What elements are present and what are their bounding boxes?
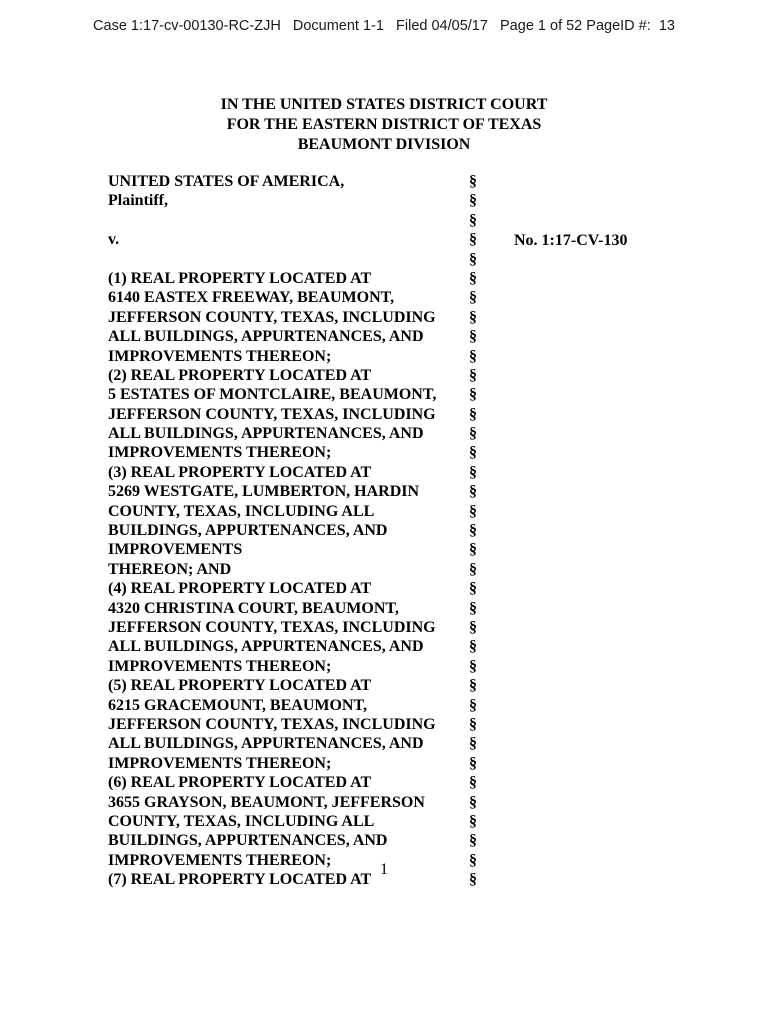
section-symbol: § [469, 463, 477, 481]
section-symbol: § [469, 522, 477, 540]
caption-line: (4) REAL PROPERTY LOCATED AT [108, 580, 372, 598]
section-symbol-column [466, 172, 480, 889]
section-symbol: § [469, 560, 477, 578]
caption-line: ALL BUILDINGS, APPURTENANCES, AND [108, 735, 424, 753]
section-symbol: § [469, 735, 477, 753]
caption-line: Plaintiff, [108, 192, 168, 210]
section-symbol: § [469, 580, 477, 598]
caption-line: JEFFERSON COUNTY, TEXAS, INCLUDING [108, 405, 436, 423]
caption-line: JEFFERSON COUNTY, TEXAS, INCLUDING [108, 308, 436, 326]
caption-line: ALL BUILDINGS, APPURTENANCES, AND [108, 425, 424, 443]
caption-line: IMPROVEMENTS [108, 541, 243, 559]
section-symbol: § [469, 618, 477, 636]
section-symbol: § [469, 347, 477, 365]
section-symbol: § [469, 793, 477, 811]
caption-line: 4320 CHRISTINA COURT, BEAUMONT, [108, 599, 399, 617]
caption-line [108, 211, 436, 230]
section-symbol: § [469, 812, 477, 830]
section-symbol: § [469, 851, 477, 869]
caption-line: 5 ESTATES OF MONTCLAIRE, BEAUMONT, [108, 386, 437, 404]
caption-line: 5269 WESTGATE, LUMBERTON, HARDIN [108, 483, 420, 501]
caption-line: ALL BUILDINGS, APPURTENANCES, AND [108, 638, 424, 656]
section-symbol: § [469, 871, 477, 889]
caption-line: JEFFERSON COUNTY, TEXAS, INCLUDING [108, 618, 436, 636]
caption-line: v. [108, 231, 120, 249]
section-symbol: § [469, 386, 477, 404]
caption-line: ALL BUILDINGS, APPURTENANCES, AND [108, 328, 424, 346]
caption-line: (3) REAL PROPERTY LOCATED AT [108, 463, 372, 481]
caption-line: IMPROVEMENTS THEREON; [108, 851, 332, 869]
section-symbol: § [469, 715, 477, 733]
section-symbol: § [469, 696, 477, 714]
caption-line: COUNTY, TEXAS, INCLUDING ALL [108, 502, 375, 520]
section-symbol: § [469, 774, 477, 792]
caption-line: BUILDINGS, APPURTENANCES, AND [108, 522, 388, 540]
caption-line: 6140 EASTEX FREEWAY, BEAUMONT, [108, 289, 395, 307]
caption-line: IMPROVEMENTS THEREON; [108, 657, 332, 675]
section-symbol: § [469, 173, 477, 190]
section-symbol: § [469, 832, 477, 850]
caption-line: IMPROVEMENTS THEREON; [108, 347, 332, 365]
section-symbol: § [469, 308, 477, 326]
page-number: 1 [380, 861, 388, 878]
caption-line: (1) REAL PROPERTY LOCATED AT [108, 269, 372, 287]
section-symbol: § [469, 192, 477, 210]
section-symbol: § [469, 366, 477, 384]
caption-line: 6215 GRACEMOUNT, BEAUMONT, [108, 696, 367, 714]
section-symbol: § [469, 289, 477, 307]
section-symbol: § [469, 657, 477, 675]
section-symbol: § [469, 483, 477, 501]
caption-line: IMPROVEMENTS THEREON; [108, 754, 332, 772]
caption-line [108, 250, 436, 269]
case-number: No. 1:17-CV-130 [514, 231, 628, 249]
caption-line: THEREON; AND [108, 560, 232, 578]
section-symbol: § [469, 638, 477, 656]
court-heading [0, 95, 768, 155]
section-symbol: § [469, 502, 477, 520]
section-symbol: § [469, 444, 477, 462]
section-symbol: § [469, 231, 477, 249]
section-symbol: § [469, 754, 477, 772]
filing-header: Case 1:17-cv-00130-RC-ZJH Document 1-1 Filed 04/05/17 Page 1 of 52 PageID #: 13 [93, 18, 675, 34]
caption-line: (5) REAL PROPERTY LOCATED AT [108, 677, 372, 695]
caption-line: (2) REAL PROPERTY LOCATED AT [108, 366, 372, 384]
caption-line: 3655 GRAYSON, BEAUMONT, JEFFERSON [108, 793, 425, 811]
caption-line: (7) REAL PROPERTY LOCATED AT [108, 871, 372, 889]
caption-line: UNITED STATES OF AMERICA, [108, 173, 345, 190]
section-symbol: § [469, 677, 477, 695]
court-heading-line: BEAUMONT DIVISION [297, 136, 471, 153]
caption-line: JEFFERSON COUNTY, TEXAS, INCLUDING [108, 715, 436, 733]
section-symbol: § [469, 269, 477, 287]
section-symbol: § [469, 405, 477, 423]
caption-line: (6) REAL PROPERTY LOCATED AT [108, 774, 372, 792]
section-symbol: § [469, 211, 477, 229]
caption-line: COUNTY, TEXAS, INCLUDING ALL [108, 812, 375, 830]
caption-line: IMPROVEMENTS THEREON; [108, 444, 332, 462]
caption-line: BUILDINGS, APPURTENANCES, AND [108, 832, 388, 850]
section-symbol: § [469, 328, 477, 346]
case-caption-parties [108, 172, 436, 889]
section-symbol: § [469, 425, 477, 443]
section-symbol: § [469, 541, 477, 559]
court-heading-line: IN THE UNITED STATES DISTRICT COURT [220, 96, 548, 113]
section-symbol: § [469, 250, 477, 268]
court-heading-line: FOR THE EASTERN DISTRICT OF TEXAS [226, 116, 542, 133]
section-symbol: § [469, 599, 477, 617]
